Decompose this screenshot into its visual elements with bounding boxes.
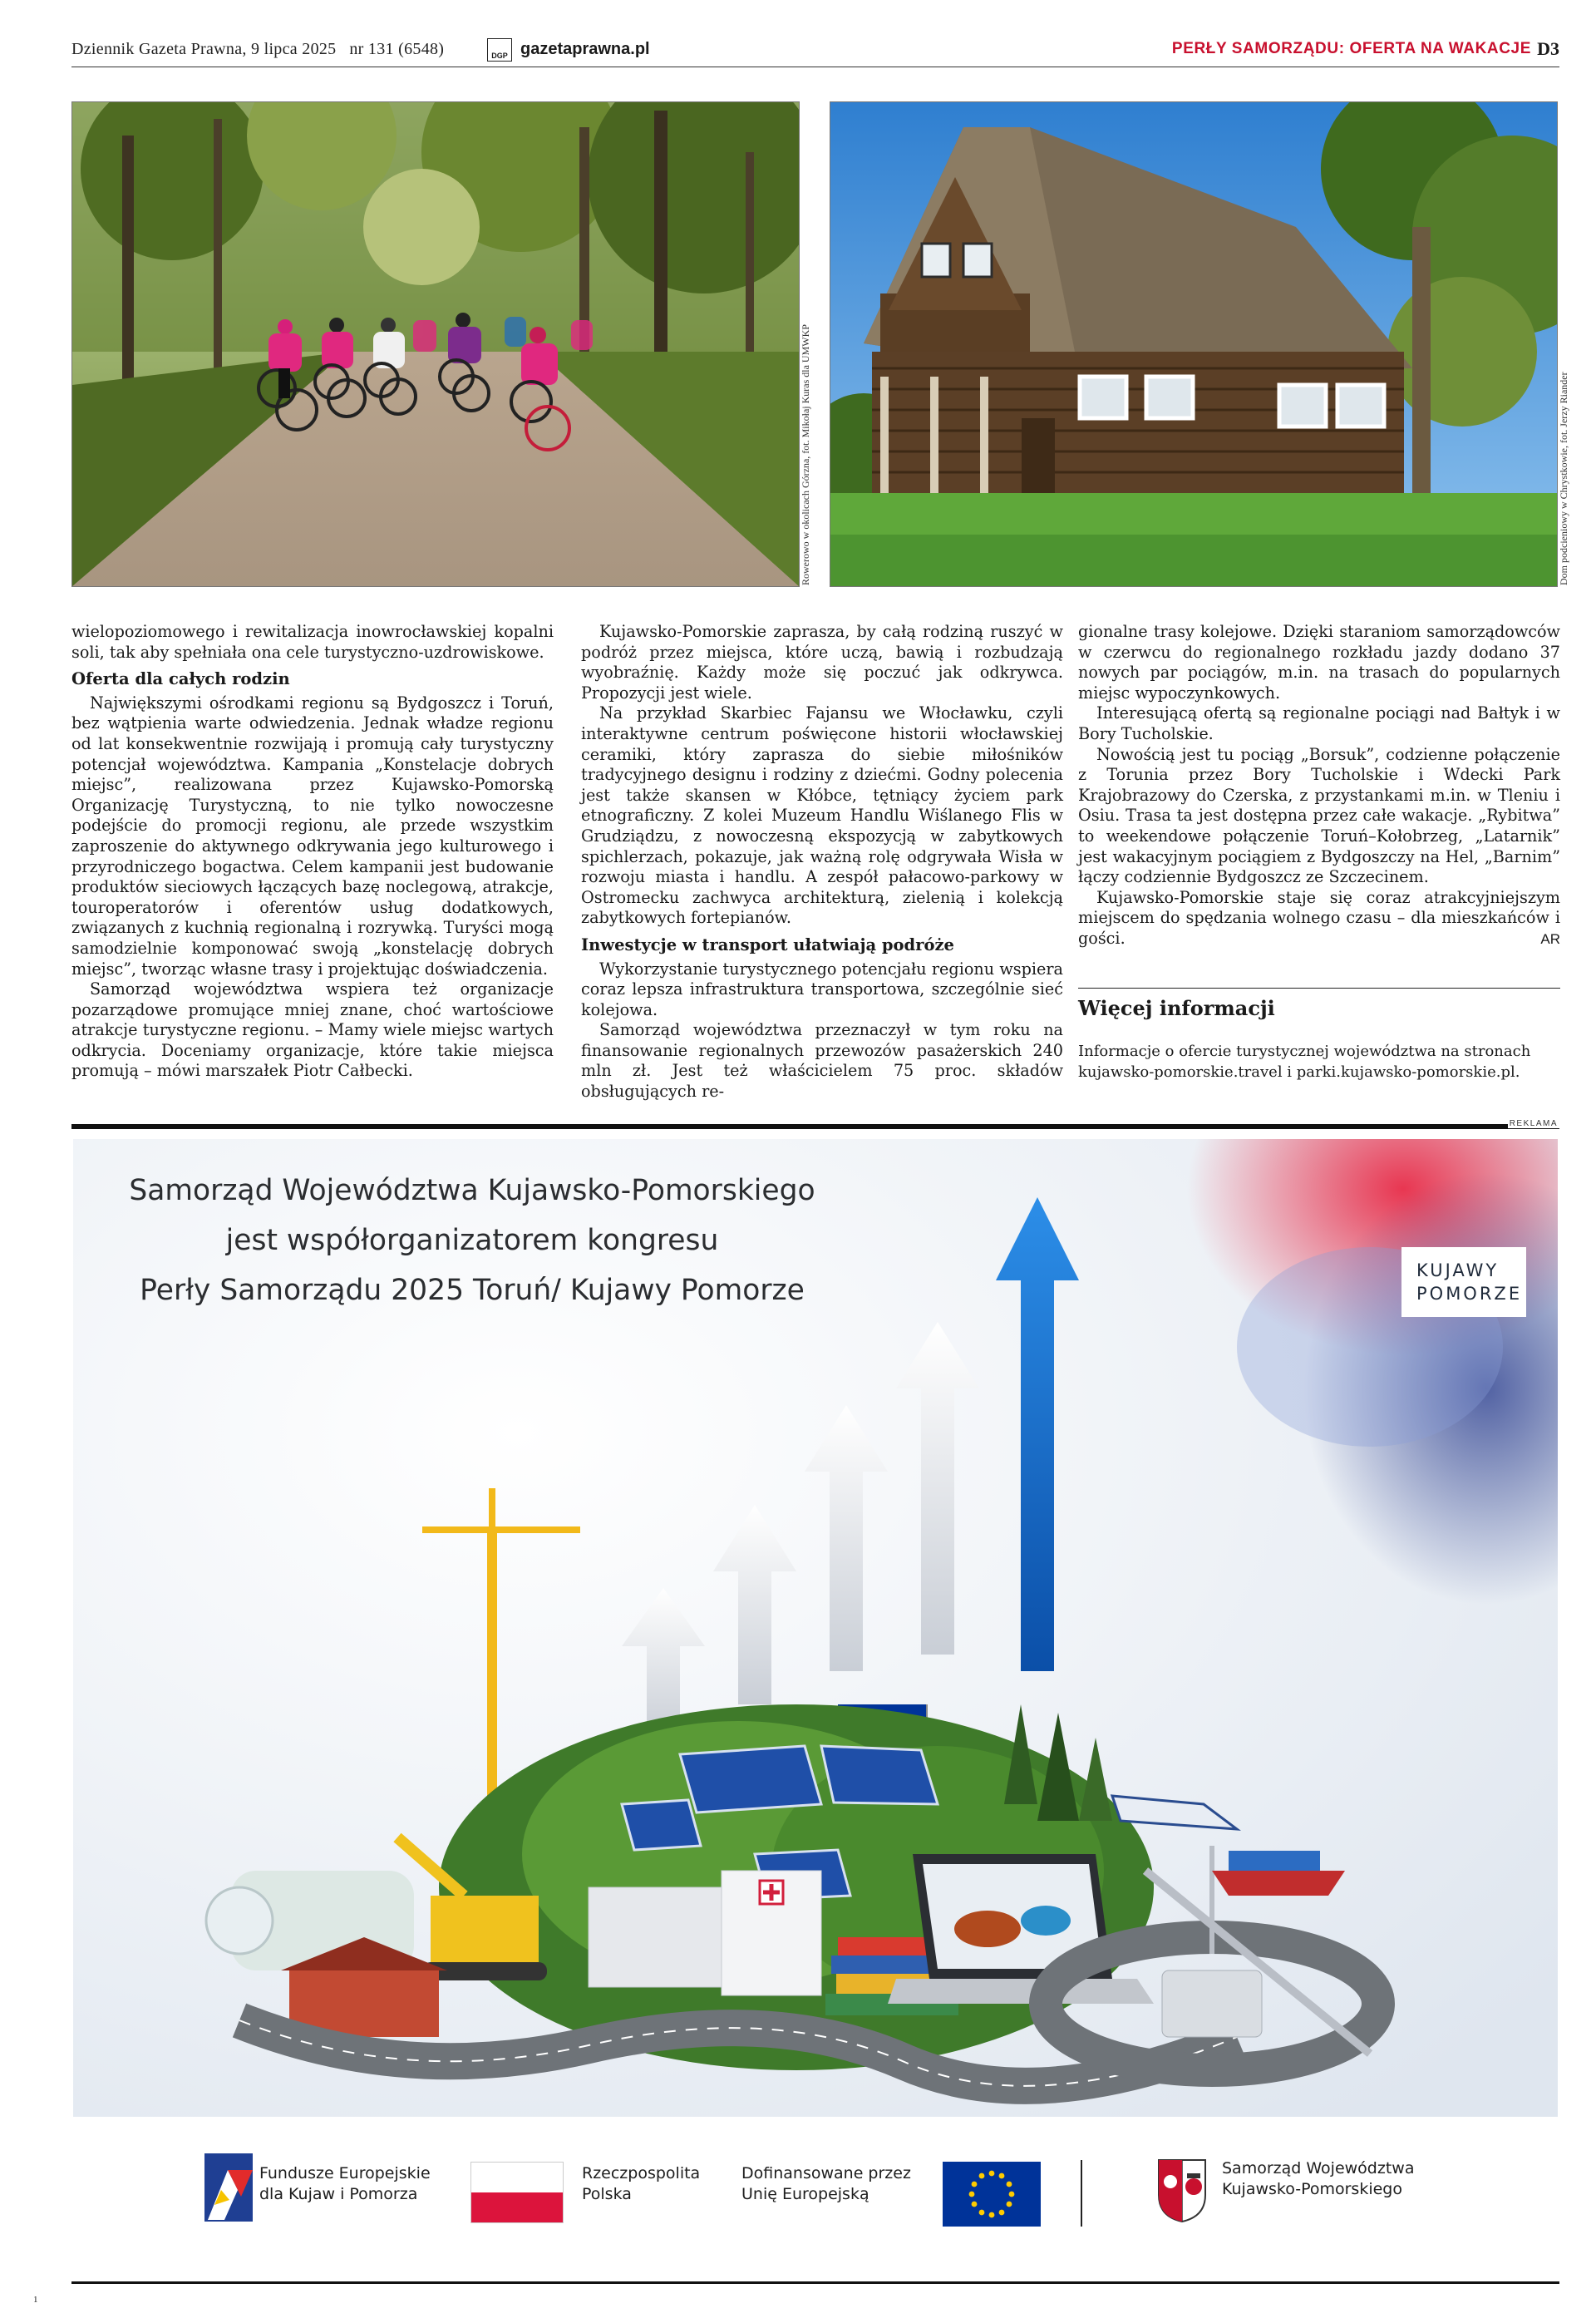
article-column-1 (71, 622, 554, 1082)
paragraph: gionalne trasy kolejowe. Dzięki staraniom samorządowców w czerwcu do regionalnego rozkładu jazdy dodano 37 nowych par pociągów, m.in. na trasach do popularnych miejsc wypoczynkowych. (1078, 622, 1560, 703)
more-info-text: Informacje o ofercie turystycznej województwa na stronach kujawsko-pomorskie.travel i parki.kujawsko-pomorskie.pl. (1078, 1042, 1531, 1081)
paragraph: Największymi ośrodkami regionu są Bydgoszcz i Toruń, bez wątpienia warte odwiedzenia. Jednak władze regionu od lat konsekwentnie rozwijają i promują cały turystyczny potencjał województwa. Kampania „Konstelacje dobrych miejsc”, realizowana przez Kujawsko-Pomorską Organizację Turystyczną, to nie tylko nowoczesne podejście do promocji regionu, ale przede wszystkim zaproszenie do aktywnego odkrywania jego kulturowego i przyrodniczego bogactwa. Celem kampanii jest budowanie produktów sieciowych łączących bazę noclegową, atrakcje, touroperatorów i oferentów usług dodatkowych, związanych z kuchnią regionalną i rozrywką. Turyści mogą samodzielnie komponować swoją „konstelację dobrych miejsc”, tworząc własne trasy i projektując doświadczenia. (71, 693, 554, 979)
paragraph: Samorząd województwa przeznaczył w tym roku na finansowanie regionalnych przewozów pasażerskich 240 mln zł. Jest też właścicielem 75 proc. składów obsługujących re- (581, 1020, 1063, 1102)
paragraph: Samorząd województwa wspiera też organizacje pozarządowe promujące mniej znane, choć wartościowe atrakcje turystyczne regionu. – Mamy wiele miejsc wartych odkrycia. Doceniamy organizacje, które takie miejsca promują – mówi marszałek Piotr Całbecki. (71, 979, 554, 1081)
section-heading: Oferta dla całych rodzin (71, 669, 290, 689)
ad-title: Samorząd Województwa Kujawsko-Pomorskiego jest współorganizatorem kongresu Perły Samorządu 2025 Toruń/ Kujawy Pomorze (129, 1174, 815, 1307)
paragraph: wielopoziomowego i rewitalizacja inowrocławskiej kopalni soli, tak aby spełniała ona cele turystyczno-uzdrowiskowe. (71, 622, 554, 662)
dgp-logo: DGP (487, 38, 512, 62)
more-info-box (1078, 988, 1560, 1083)
photo-wooden-house (830, 101, 1558, 587)
ad-footer-logos (71, 2123, 1559, 2235)
fe-logo-icon (204, 2153, 253, 2222)
article-column-2 (581, 622, 1063, 1102)
coat-of-arms-icon (1157, 2157, 1207, 2223)
publication-info: Dziennik Gazeta Prawna, 9 lipca 2025 nr 131 (6548) (71, 40, 445, 58)
more-info-title: Więcej informacji (1078, 996, 1275, 1021)
paragraph: Nowością jest tu pociąg „Borsuk”, codzienne połączenie z Torunia przez Bory Tucholskie i Wdecki Park Krajobrazowy do Czerska, z przystankami m.in. w Tleniu i Osiu. Trasa ta jest dostępna przez całe wakacje. „Rybitwa” to weekendowe połączenie Toruń–Kołobrzeg, „Latarnik” jest wakacyjnym pociągiem z Bydgoszczy na Hel, „Barnim” łączy codziennie Bydgoszcz ze Szczecinem. (1078, 744, 1560, 887)
ad-label: REKLAMA (1509, 1119, 1558, 1128)
photo-credit-2: Dom podcieniowy w Chrystkowie, fot. Jerzy Riander (1558, 372, 1569, 585)
paragraph: Na przykład Skarbiec Fajansu we Włocławku, czyli interaktywne centrum poświęcone historii włocławskiej ceramiki, który zaprasza do siebie miłośników tradycyjnego designu i rodziny z dziećmi. Godny polecenia jest także skansen w Kłóbce, tętniący życiem park etnograficzny. Z kolei Muzeum Handlu Wiślanego Flis w Grudziądzu, z nowoczesną ekspozycją w zabytkowych spichlerzach, pokazuje, jak ważną rolę odgrywała Wisła w rozwoju miasta i handlu. A zespół pałacowo-parkowy w Ostromecku zachwyca architekturą, zielenią i kolekcją zabytkowych fortepianów. (581, 703, 1063, 928)
paragraph: Wykorzystanie turystycznego potencjału regionu wspiera coraz lepsza infrastruktura transportowa, szczególnie sieć kolejowa. (581, 959, 1063, 1019)
page-header (71, 37, 1559, 67)
paragraph: Interesującą ofertą są regionalne pociągi nad Bałtyk i w Bory Tucholskie. (1078, 703, 1560, 743)
section-title: PERŁY SAMORZĄDU: OFERTA NA WAKACJE (1171, 40, 1531, 57)
paragraph: Kujawsko-Pomorskie staje się coraz atrakcyjniejszym miejscem do spędzania wolnego czasu – dla mieszkańców i gości. (1078, 887, 1560, 948)
eu-flag-icon (943, 2162, 1041, 2227)
photo-cyclists (71, 101, 800, 587)
page-marker: 1 (33, 2295, 38, 2305)
polish-flag-icon (470, 2162, 564, 2223)
author-signature: AR (1540, 930, 1560, 947)
logo-divider (1081, 2160, 1082, 2227)
kujawy-pomorze-logo: KUJAWY POMORZE (1401, 1247, 1526, 1317)
paragraph: Kujawsko-Pomorskie zaprasza, by całą rodziną ruszyć w podróż przez miejsca, które uczą, bawią i rozbudzają wyobraźnię. Każdy może się poczuć jak odkrywca. Propozycji jest wiele. (581, 622, 1063, 703)
rp-logo-text: Rzeczpospolita Polska (582, 2164, 701, 2203)
photo-credit-1: Rowerowo w okolicach Górzna, fot. Mikołaj Kuras dla UMWKP (800, 324, 811, 585)
ad-separator (71, 1124, 1559, 1129)
eu-cofinance-text: Dofinansowane przez Unię Europejską (741, 2164, 911, 2203)
site-name[interactable]: gazetaprawna.pl (520, 40, 650, 58)
advertisement[interactable] (73, 1139, 1558, 2117)
article-column-3 (1078, 622, 1560, 1083)
page-bottom-rule (71, 2281, 1559, 2284)
sw-logo-text: Samorząd Województwa Kujawsko-Pomorskiego (1222, 2159, 1415, 2198)
section-heading: Inwestycje w transport ułatwiają podróże (581, 935, 954, 954)
fe-logo-text: Fundusze Europejskie dla Kujaw i Pomorza (259, 2164, 431, 2203)
page-number: D3 (1537, 38, 1559, 59)
